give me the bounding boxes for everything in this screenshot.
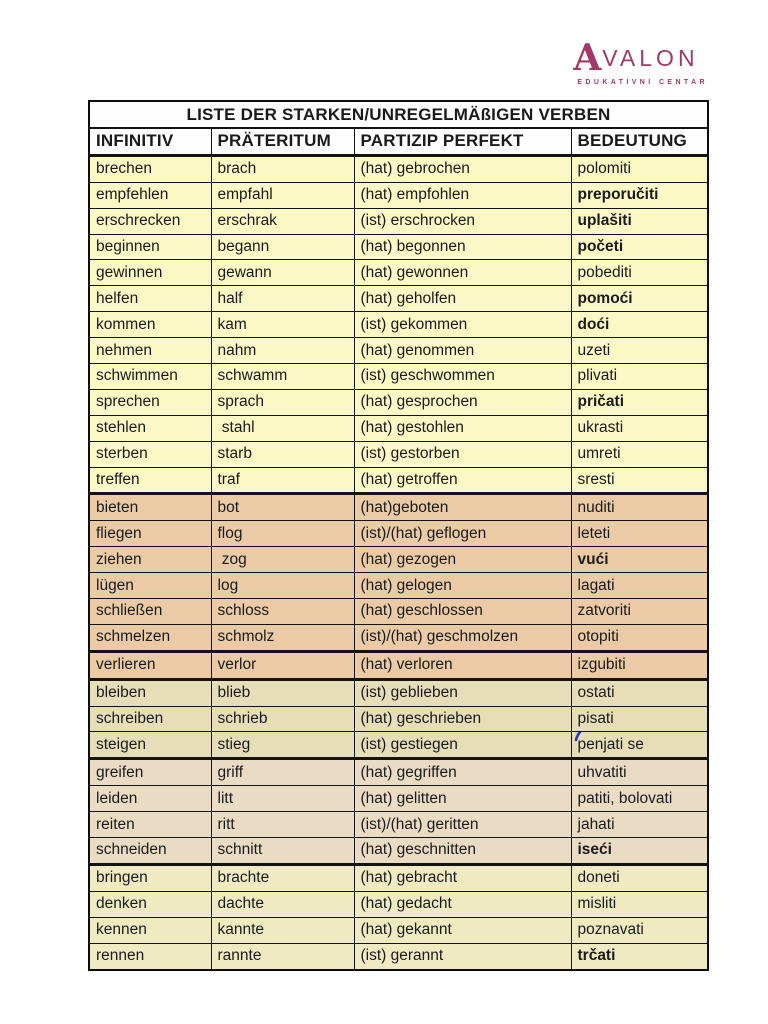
table-row — [89, 521, 708, 547]
cell-partizip: (ist)/(hat) geritten — [354, 812, 571, 838]
table-header-row — [89, 128, 708, 155]
cell-praeteritum: schrieb — [211, 706, 354, 732]
cell-bedeutung: misliti — [571, 891, 708, 917]
cell-praeteritum: schwamm — [211, 364, 354, 390]
cell-praeteritum: begann — [211, 234, 354, 260]
cell-praeteritum: gewann — [211, 260, 354, 286]
cell-praeteritum: bot — [211, 494, 354, 521]
cell-bedeutung: izgubiti — [571, 651, 708, 679]
column-header-partizip-perfekt: PARTIZIP PERFEKT — [354, 128, 571, 155]
cell-bedeutung: sresti — [571, 467, 708, 494]
table-row — [89, 182, 708, 208]
cell-partizip: (hat) begonnen — [354, 234, 571, 260]
cell-praeteritum: half — [211, 286, 354, 312]
cell-praeteritum: flog — [211, 521, 354, 547]
table-row — [89, 864, 708, 891]
cell-infinitiv: nehmen — [89, 338, 211, 364]
table-row — [89, 786, 708, 812]
table-row — [89, 624, 708, 651]
cell-infinitiv: erschrecken — [89, 208, 211, 234]
cell-praeteritum: verlor — [211, 651, 354, 679]
cell-infinitiv: sterben — [89, 441, 211, 467]
cell-partizip: (hat) gelitten — [354, 786, 571, 812]
cell-partizip: (ist) gestiegen — [354, 732, 571, 759]
cell-partizip: (hat) geschnitten — [354, 838, 571, 865]
cell-praeteritum: brachte — [211, 864, 354, 891]
cell-infinitiv: bringen — [89, 864, 211, 891]
cell-infinitiv: schwimmen — [89, 364, 211, 390]
cell-bedeutung: pobediti — [571, 260, 708, 286]
table-row — [89, 364, 708, 390]
cell-infinitiv: empfehlen — [89, 182, 211, 208]
cell-praeteritum: rannte — [211, 943, 354, 969]
cell-partizip: (hat) genommen — [354, 338, 571, 364]
table-title-row — [89, 101, 708, 128]
blue-pen-mark — [573, 732, 588, 743]
cell-bedeutung: plivati — [571, 364, 708, 390]
cell-bedeutung: uplašiti — [571, 208, 708, 234]
cell-bedeutung: ukrasti — [571, 415, 708, 441]
table-row — [89, 943, 708, 969]
table-row — [89, 234, 708, 260]
cell-bedeutung: otopiti — [571, 624, 708, 651]
cell-partizip: (hat) gebrochen — [354, 155, 571, 182]
cell-bedeutung: preporučiti — [571, 182, 708, 208]
cell-bedeutung: vući — [571, 547, 708, 573]
table-row — [89, 208, 708, 234]
table-row — [89, 679, 708, 706]
cell-partizip: (hat) getroffen — [354, 467, 571, 494]
cell-praeteritum: kam — [211, 312, 354, 338]
table-row — [89, 467, 708, 494]
cell-infinitiv: stehlen — [89, 415, 211, 441]
cell-partizip: (hat) geschlossen — [354, 599, 571, 625]
cell-praeteritum: schmolz — [211, 624, 354, 651]
cell-praeteritum: griff — [211, 759, 354, 786]
cell-bedeutung: patiti, bolovati — [571, 786, 708, 812]
cell-praeteritum: stieg — [211, 732, 354, 759]
table-row — [89, 573, 708, 599]
cell-partizip: (hat) geholfen — [354, 286, 571, 312]
cell-bedeutung: uhvatiti — [571, 759, 708, 786]
cell-partizip: (hat) gelogen — [354, 573, 571, 599]
table-row — [89, 917, 708, 943]
cell-partizip: (hat) gewonnen — [354, 260, 571, 286]
cell-infinitiv: treffen — [89, 467, 211, 494]
cell-infinitiv: fliegen — [89, 521, 211, 547]
cell-praeteritum: stahl — [211, 415, 354, 441]
avalon-logo — [573, 37, 708, 86]
verb-table — [88, 100, 709, 971]
cell-bedeutung: leteti — [571, 521, 708, 547]
table-row — [89, 651, 708, 679]
table-row — [89, 415, 708, 441]
cell-infinitiv: schließen — [89, 599, 211, 625]
logo-wordmark — [573, 37, 708, 79]
table-row — [89, 494, 708, 521]
cell-praeteritum: schnitt — [211, 838, 354, 865]
cell-bedeutung: poznavati — [571, 917, 708, 943]
cell-bedeutung: iseći — [571, 838, 708, 865]
cell-praeteritum: zog — [211, 547, 354, 573]
cell-partizip: (ist)/(hat) geschmolzen — [354, 624, 571, 651]
cell-infinitiv: steigen — [89, 732, 211, 759]
cell-infinitiv: ziehen — [89, 547, 211, 573]
cell-bedeutung: jahati — [571, 812, 708, 838]
table-row — [89, 286, 708, 312]
cell-infinitiv: schneiden — [89, 838, 211, 865]
cell-infinitiv: verlieren — [89, 651, 211, 679]
cell-infinitiv: bleiben — [89, 679, 211, 706]
cell-bedeutung: pisati — [571, 706, 708, 732]
cell-infinitiv: bieten — [89, 494, 211, 521]
cell-praeteritum: sprach — [211, 389, 354, 415]
cell-partizip: (hat) gegriffen — [354, 759, 571, 786]
cell-partizip: (ist)/(hat) geflogen — [354, 521, 571, 547]
cell-infinitiv: reiten — [89, 812, 211, 838]
cell-infinitiv: greifen — [89, 759, 211, 786]
cell-praeteritum: dachte — [211, 891, 354, 917]
cell-praeteritum: traf — [211, 467, 354, 494]
cell-praeteritum: schloss — [211, 599, 354, 625]
cell-partizip: (hat) verloren — [354, 651, 571, 679]
cell-bedeutung: ostati — [571, 679, 708, 706]
table-row — [89, 338, 708, 364]
cell-infinitiv: kennen — [89, 917, 211, 943]
cell-infinitiv: kommen — [89, 312, 211, 338]
cell-partizip: (ist) gerannt — [354, 943, 571, 969]
table-row — [89, 838, 708, 865]
cell-partizip: (ist) geschwommen — [354, 364, 571, 390]
cell-partizip: (hat) gekannt — [354, 917, 571, 943]
table-row — [89, 155, 708, 182]
cell-bedeutung: umreti — [571, 441, 708, 467]
cell-bedeutung: zatvoriti — [571, 599, 708, 625]
cell-bedeutung: nuditi — [571, 494, 708, 521]
cell-partizip: (hat)geboten — [354, 494, 571, 521]
cell-bedeutung: pomoći — [571, 286, 708, 312]
cell-infinitiv: denken — [89, 891, 211, 917]
cell-partizip: (ist) gestorben — [354, 441, 571, 467]
cell-bedeutung: doći — [571, 312, 708, 338]
cell-bedeutung: lagati — [571, 573, 708, 599]
column-header-pr-teritum: PRÄTERITUM — [211, 128, 354, 155]
cell-praeteritum: empfahl — [211, 182, 354, 208]
table-row — [89, 260, 708, 286]
cell-partizip: (hat) gedacht — [354, 891, 571, 917]
cell-bedeutung: doneti — [571, 864, 708, 891]
cell-partizip: (ist) geblieben — [354, 679, 571, 706]
cell-infinitiv: helfen — [89, 286, 211, 312]
table-row — [89, 599, 708, 625]
cell-praeteritum: nahm — [211, 338, 354, 364]
cell-infinitiv: sprechen — [89, 389, 211, 415]
column-header-infinitiv: INFINITIV — [89, 128, 211, 155]
table-row — [89, 312, 708, 338]
cell-partizip: (hat) geschrieben — [354, 706, 571, 732]
cell-bedeutung: trčati — [571, 943, 708, 969]
table-row — [89, 441, 708, 467]
table-title: LISTE DER STARKEN/UNREGELMÄßIGEN VERBEN — [89, 101, 708, 128]
cell-praeteritum: litt — [211, 786, 354, 812]
cell-partizip: (ist) gekommen — [354, 312, 571, 338]
cell-infinitiv: gewinnen — [89, 260, 211, 286]
cell-infinitiv: rennen — [89, 943, 211, 969]
cell-partizip: (hat) gesprochen — [354, 389, 571, 415]
cell-infinitiv: brechen — [89, 155, 211, 182]
cell-partizip: (hat) empfohlen — [354, 182, 571, 208]
table-row — [89, 389, 708, 415]
cell-praeteritum: blieb — [211, 679, 354, 706]
cell-partizip: (ist) erschrocken — [354, 208, 571, 234]
table-row — [89, 812, 708, 838]
cell-bedeutung: početi — [571, 234, 708, 260]
column-header-bedeutung: BEDEUTUNG — [571, 128, 708, 155]
table-row — [89, 732, 708, 759]
cell-bedeutung: polomiti — [571, 155, 708, 182]
cell-partizip: (hat) gebracht — [354, 864, 571, 891]
cell-bedeutung: uzeti — [571, 338, 708, 364]
table-row — [89, 706, 708, 732]
cell-infinitiv: lügen — [89, 573, 211, 599]
cell-praeteritum: kannte — [211, 917, 354, 943]
logo-subtitle: EDUKATIVNI CENTAR — [577, 79, 708, 86]
cell-praeteritum: log — [211, 573, 354, 599]
cell-praeteritum: erschrak — [211, 208, 354, 234]
cell-infinitiv: leiden — [89, 786, 211, 812]
cell-bedeutung: penjati se — [571, 732, 708, 759]
cell-partizip: (hat) gestohlen — [354, 415, 571, 441]
cell-infinitiv: schreiben — [89, 706, 211, 732]
table-row — [89, 891, 708, 917]
cell-praeteritum: starb — [211, 441, 354, 467]
table-row — [89, 759, 708, 786]
cell-praeteritum: ritt — [211, 812, 354, 838]
cell-partizip: (hat) gezogen — [354, 547, 571, 573]
cell-infinitiv: beginnen — [89, 234, 211, 260]
table-row — [89, 547, 708, 573]
cell-praeteritum: brach — [211, 155, 354, 182]
cell-infinitiv: schmelzen — [89, 624, 211, 651]
logo-initial-letter: A — [573, 37, 602, 79]
cell-bedeutung: pričati — [571, 389, 708, 415]
logo-word-rest: VALON — [602, 45, 699, 71]
